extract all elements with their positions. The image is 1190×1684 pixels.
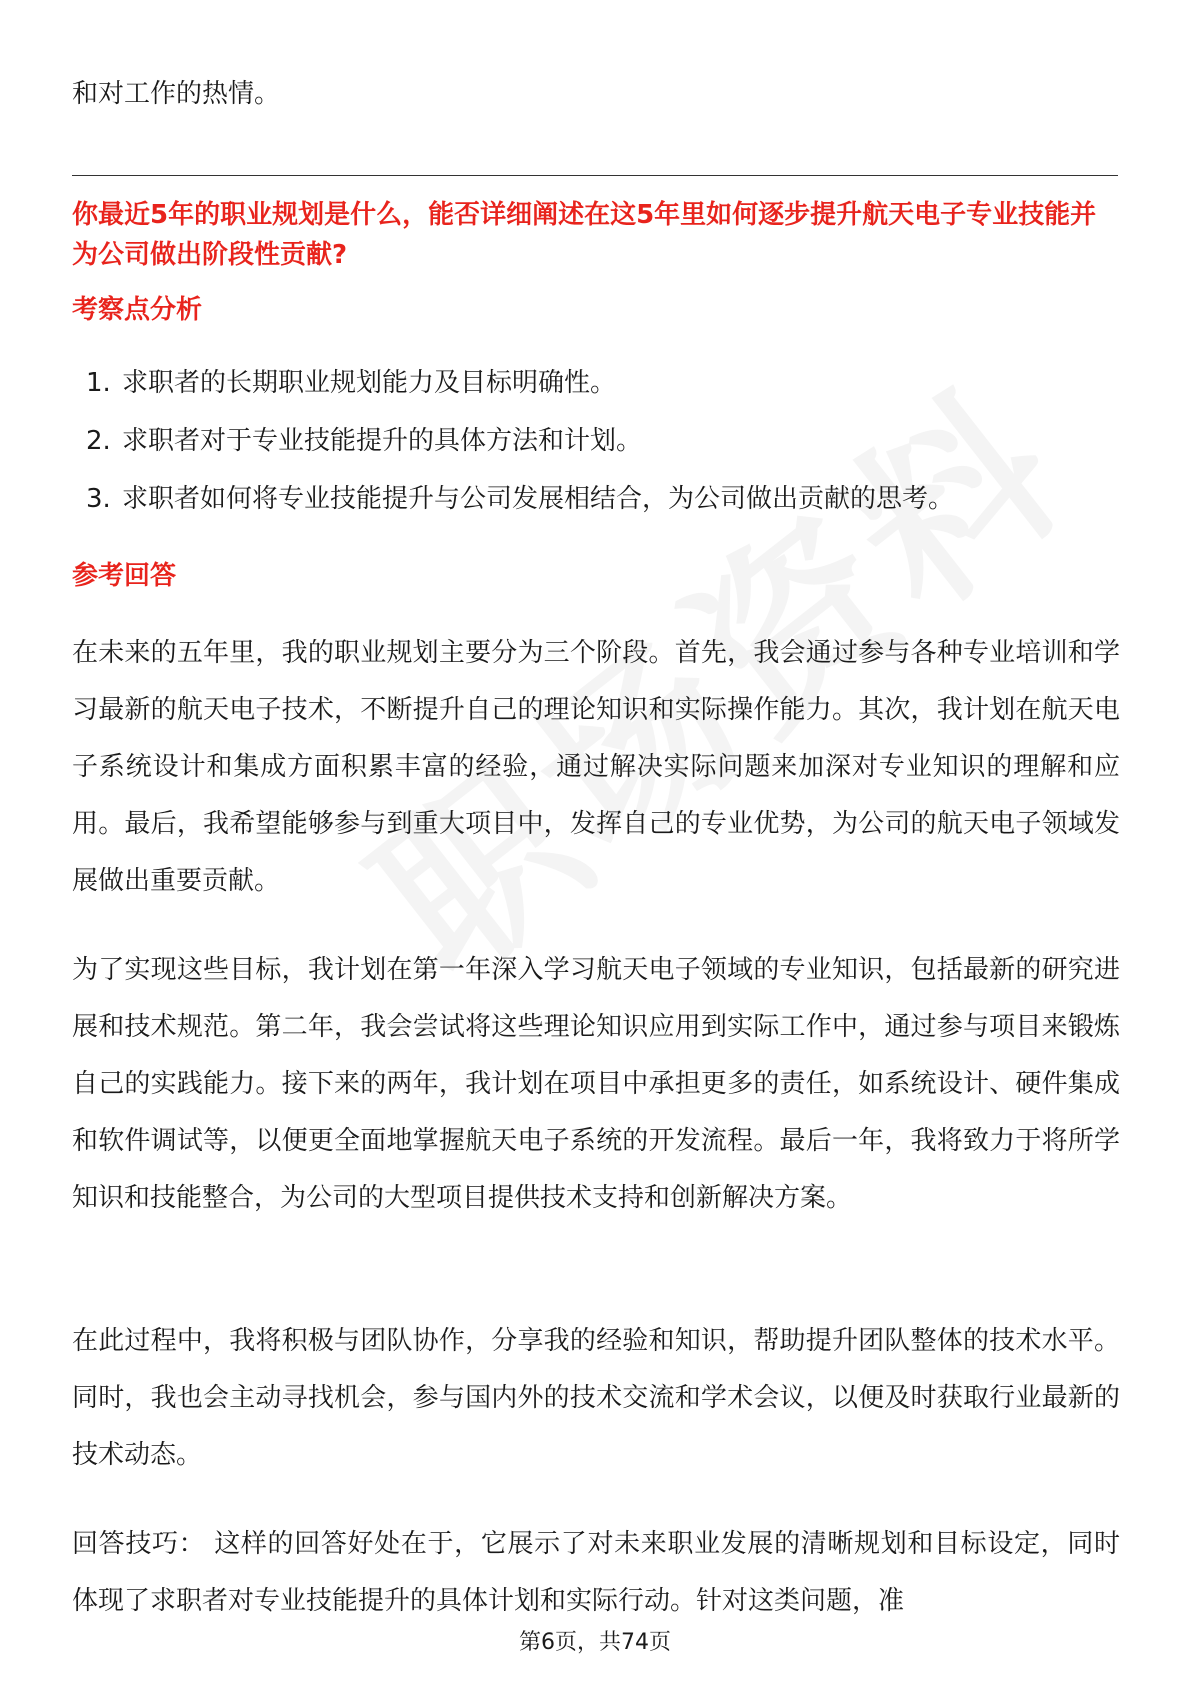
answer-tips-paragraph: 回答技巧： 这样的回答好处在于，它展示了对未来职业发展的清晰规划和目标设定，同时体现了求职者对专业技能提升的具体计划和实际行动。针对这类问题，准 (72, 1529, 1120, 1616)
list-item (86, 363, 1116, 403)
answer-paragraph: 在此过程中，我将积极与团队协作，分享我的经验和知识，帮助提升团队整体的技术水平。同时，我也会主动寻找机会，参与国内外的技术交流和学术会议，以便及时获取行业最新的技术动态。 (72, 1326, 1120, 1470)
list-item (86, 479, 1116, 519)
page-number-footer: 第6页，共74页 (519, 1630, 671, 1655)
analysis-heading: 考察点分析 (72, 295, 203, 325)
list-item-text: 求职者的长期职业规划能力及目标明确性。 (122, 368, 617, 398)
answer-paragraph: 在未来的五年里，我的职业规划主要分为三个阶段。首先，我会通过参与各种专业培训和学习最新的航天电子技术，不断提升自己的理论知识和实际操作能力。其次，我计划在航天电子系统设计和集成方面积累丰富的经验，通过解决实际问题来加深对专业知识的理解和应用。最后，我希望能够参与到重大项目中，发挥自己的专业优势，为公司的航天电子领域发展做出重要贡献。 (72, 638, 1120, 896)
section-divider (72, 175, 1118, 176)
answer-paragraph: 为了实现这些目标，我计划在第一年深入学习航天电子领域的专业知识，包括最新的研究进展和技术规范。第二年，我会尝试将这些理论知识应用到实际工作中，通过参与项目来锻炼自己的实践能力。接下来的两年，我计划在项目中承担更多的责任，如系统设计、硬件集成和软件调试等，以便更全面地掌握航天电子系统的开发流程。最后一年，我将致力于将所学知识和技能整合，为公司的大型项目提供技术支持和创新解决方案。 (72, 955, 1120, 1213)
analysis-points-list (86, 363, 1116, 537)
list-item-number: 2. (86, 426, 111, 456)
interview-question: 你最近5年的职业规划是什么，能否详细阐述在这5年里如何逐步提升航天电子专业技能并为公司做出阶段性贡献? (72, 200, 1097, 270)
list-item-text: 求职者对于专业技能提升的具体方法和计划。 (122, 426, 643, 456)
list-item-number: 1. (86, 368, 111, 398)
list-item-text: 求职者如何将专业技能提升与公司发展相结合，为公司做出贡献的思考。 (122, 484, 955, 514)
list-item (86, 421, 1116, 461)
intro-line: 和对工作的热情。 (72, 79, 281, 109)
list-item-number: 3. (86, 484, 111, 514)
answer-heading: 参考回答 (72, 561, 177, 591)
